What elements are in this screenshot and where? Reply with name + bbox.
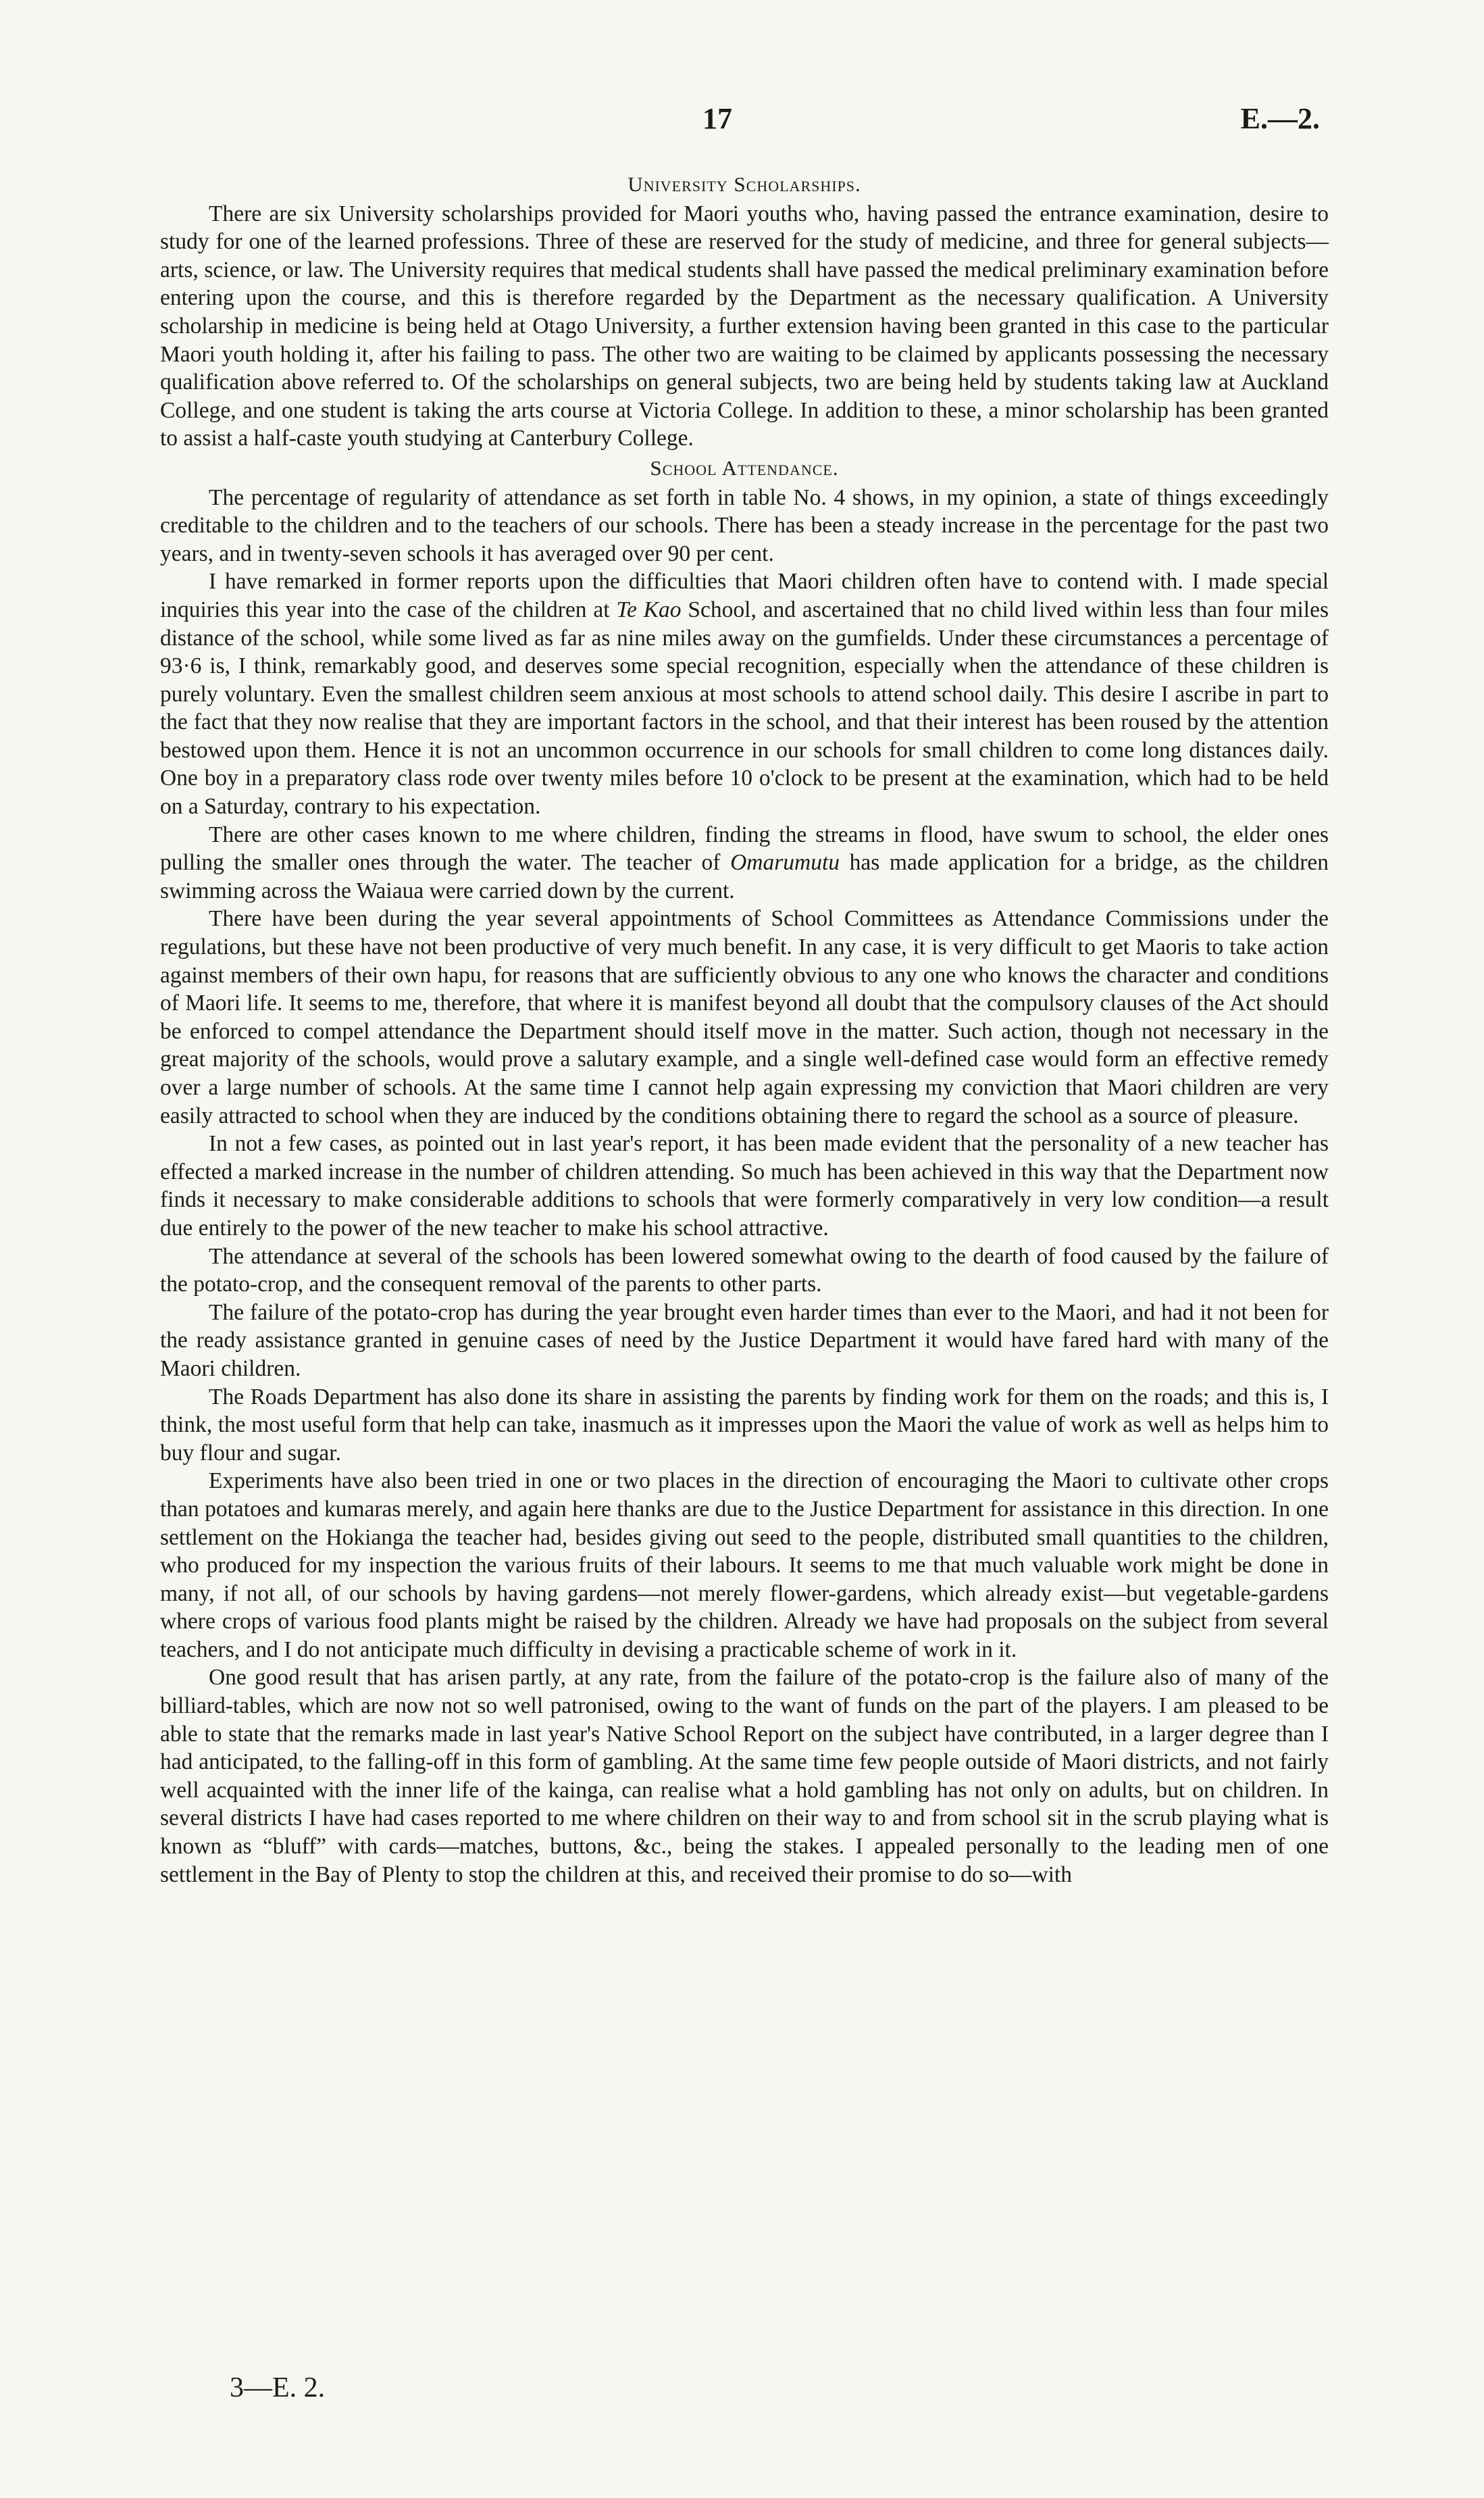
document-reference: E.—2.: [1240, 102, 1320, 135]
section-heading-scholarships: University Scholarships.: [628, 172, 861, 196]
paragraph: There have been during the year several appointments of School Committees as Attendance Commissions under the regulations, but these have not been productive of very much benefit. In any case, it is very difficult to get Maoris to take action against members of their own hapu, for reasons that are sufficiently obvious to any one who knows the character and conditions of Maori life. It seems to me, therefore, that where it is manifest beyond all doubt that the compulsory clauses of the Act should be enforced to compel attendance the Department should itself move in the matter. Such action, though not necessary in the great majority of the schools, would prove a salutary example, and a single well-defined case would form an effective remedy over a large number of schools. At the same time I cannot help again expressing my conviction that Maori children are very easily attracted to school when they are induced by the conditions obtaining there to regard the school as a source of pleasure.: [160, 906, 1329, 1128]
paragraph: I have remarked in former reports upon the difficulties that Maori children often have to contend with. I made special inquiries this year into the case of the children at Te Kao School, and ascertained that no child lived within less than four miles distance of the school, while some lived as far as nine miles away on the gumfields. Under these circumstances a percentage of 93·6 is, I think, remarkably good, and deserves some special recognition, especially when the attendance of these children is purely voluntary. Even the smallest children seem anxious at most schools to attend school daily. This desire I ascribe in part to the fact that they now realise that they are important factors in the school, and that their interest has been roused by the attention bestowed upon them. Hence it is not an uncommon occurrence in our schools for small children to come long distances daily. One boy in a preparatory class rode over twenty miles before 10 o'clock to be present at the examination, which had to be held on a Saturday, contrary to his expectation.: [160, 569, 1329, 820]
paragraph: There are other cases known to me where children, finding the streams in flood, have swum to school, the elder ones pulling the smaller ones through the water. The teacher of Omarumutu has made application for a bridge, as the children swimming across the Waiaua were carried down by the current.: [160, 822, 1329, 903]
section-heading-attendance: School Attendance.: [650, 455, 839, 480]
paragraph: In not a few cases, as pointed out in last year's report, it has been made evident that the personality of a new teacher has effected a marked increase in the number of children attending. So much has been achieved in this way that the Department now finds it necessary to make considerable additions to schools that were formerly comparatively in very low condition—a result due entirely to the power of the new teacher to make his school attractive.: [160, 1131, 1329, 1241]
paragraph: Experiments have also been tried in one or two places in the direction of encouraging the Maori to cultivate other crops than potatoes and kumaras merely, and again here thanks are due to the Justice Department for assistance in this direction. In one settlement on the Hokianga the teacher had, besides giving out seed to the people, distributed small quantities to the children, who produced for my inspection the various fruits of their labours. It seems to me that much valuable work might be done in many, if not all, of our schools by having gardens—not merely flower-gardens, which already exist—but vegetable-gardens where crops of various food plants might be raised by the children. Already we have had proposals on the subject from several teachers, and I do not anticipate much difficulty in devising a practicable scheme of work in it.: [160, 1468, 1329, 1662]
page-signature: 3—E. 2.: [230, 2372, 326, 2403]
page-body: [160, 170, 1329, 1889]
paragraph: There are six University scholarships provided for Maori youths who, having passed the entrance examination, desire to study for one of the learned professions. Three of these are reserved for the study of medicine, and three for general subjects—arts, science, or law. The University requires that medical students shall have passed the medical preliminary examination before entering upon the course, and this is therefore regarded by the Department as the necessary qualification. A University scholarship in medicine is being held at Otago University, a further extension having been granted in this case to the particular Maori youth holding it, after his failing to pass. The other two are waiting to be claimed by applicants possessing the necessary qualification above referred to. Of the scholarships on general subjects, two are being held by students taking law at Auckland College, and one student is taking the arts course at Victoria College. In addition to these, a minor scholarship has been granted to assist a half-caste youth studying at Canterbury College.: [160, 201, 1329, 451]
page-number: 17: [702, 102, 732, 135]
paragraph: The failure of the potato-crop has during the year brought even harder times than ever to the Maori, and had it not been for the ready assistance granted in genuine cases of need by the Justice Department it would have fared hard with many of the Maori children.: [160, 1299, 1329, 1381]
paragraph: The attendance at several of the schools has been lowered somewhat owing to the dearth of food caused by the failure of the potato-crop, and the consequent removal of the parents to other parts.: [160, 1243, 1329, 1297]
paragraph: One good result that has arisen partly, at any rate, from the failure of the potato-crop is the failure also of many of the billiard-tables, which are now not so well patronised, owing to the want of funds on the part of the players. I am pleased to be able to state that the remarks made in last year's Native School Report on the subject have contributed, in a larger degree than I had anticipated, to the falling-off in this form of gambling. At the same time few people outside of Maori districts, and not fairly well acquainted with the inner life of the kainga, can realise what a hold gambling has not only on adults, but on children. In several districts I have had cases reported to me where children on their way to and from school sit in the scrub playing what is known as “bluff” with cards—matches, buttons, &c., being the stakes. I appealed personally to the leading men of one settlement in the Bay of Plenty to stop the children at this, and received their promise to do so—with: [160, 1665, 1329, 1887]
paragraph: The Roads Department has also done its share in assisting the parents by finding work for them on the roads; and this is, I think, the most useful form that help can take, inasmuch as it impresses upon the Maori the value of work as well as helps him to buy flour and sugar.: [160, 1384, 1329, 1466]
paragraph: The percentage of regularity of attendance as set forth in table No. 4 shows, in my opinion, a state of things exceedingly creditable to the children and to the teachers of our schools. There has been a steady increase in the percentage for the past two years, and in twenty-seven schools it has averaged over 90 per cent.: [160, 484, 1329, 566]
